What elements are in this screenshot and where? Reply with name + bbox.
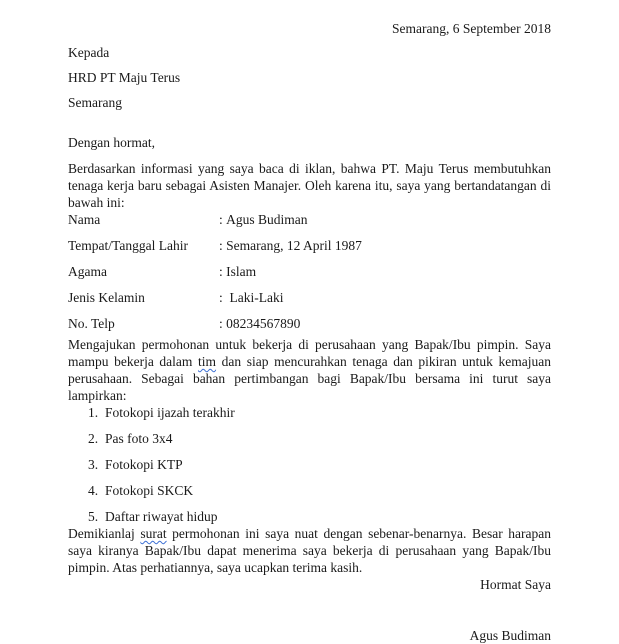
body-paragraph-part1: Mengajukan permohonan untuk bekerja di perusahaan yang Bapak/Ibu pimpin. Saya mampu bekerja dalam [68, 337, 551, 369]
attachment-number: 1. [88, 405, 99, 420]
attachment-text: Fotokopi KTP [105, 457, 183, 472]
closing-paragraph [68, 525, 551, 576]
colon-separator: : [219, 316, 223, 331]
colon-separator: : [219, 264, 223, 279]
attachment-number: 5. [88, 509, 99, 524]
date-line: Semarang, 6 September 2018 [392, 21, 551, 36]
attachment-number: 4. [88, 483, 99, 498]
attachment-number: 3. [88, 457, 99, 472]
personal-data-label: Jenis Kelamin [68, 290, 145, 305]
signature-name: Agus Budiman [469, 628, 551, 643]
personal-data-value: Semarang, 12 April 1987 [222, 238, 362, 253]
personal-data-row [68, 263, 551, 280]
personal-data-value: 08234567890 [222, 316, 301, 331]
personal-data-row [68, 289, 551, 306]
personal-data-row [68, 211, 551, 228]
personal-data-label: Nama [68, 212, 101, 227]
attachment-number: 2. [88, 431, 99, 446]
personal-data-label: Agama [68, 264, 107, 279]
recipient-line-company: HRD PT Maju Terus [68, 70, 181, 85]
attachment-text: Daftar riwayat hidup [105, 509, 218, 524]
personal-data-value: Laki-Laki [222, 290, 284, 305]
attachment-text: Fotokopi ijazah terakhir [105, 405, 235, 420]
body-paragraph [68, 336, 551, 404]
attachment-item [68, 456, 551, 473]
salutation: Dengan hormat, [68, 135, 155, 150]
attachment-item [68, 404, 551, 421]
attachment-text: Fotokopi SKCK [105, 483, 194, 498]
personal-data-label: Tempat/Tanggal Lahir [68, 238, 188, 253]
recipient-line-kepada: Kepada [68, 45, 110, 60]
recipient-line-city: Semarang [68, 95, 122, 110]
opening-paragraph: Berdasarkan informasi yang saya baca di iklan, bahwa PT. Maju Terus membutuhkan tenaga kerja baru sebagai Asisten Manajer. Oleh karena itu, saya yang bertandatangan di bawah ini: [68, 161, 551, 210]
personal-data-label: No. Telp [68, 316, 115, 331]
personal-data-value: Islam [222, 264, 257, 279]
closing-salutation: Hormat Saya [480, 577, 551, 592]
attachment-item [68, 482, 551, 499]
body-paragraph-part2: dan siap mencurahkan tenaga dan pikiran untuk kemajuan perusahaan. Sebagai bahan pertimbangan bagi Bapak/Ibu bersama ini turut saya lampirkan: [68, 354, 551, 403]
attachment-item [68, 508, 551, 525]
grammar-flagged-word: surat [140, 526, 167, 541]
attachment-item [68, 430, 551, 447]
closing-paragraph-part1: Demikianlaj [68, 526, 141, 541]
personal-data-value: Agus Budiman [222, 212, 308, 227]
closing-paragraph-part2: permohonan ini saya nuat dengan sebenar-benarnya. Besar harapan saya kiranya Bapak/Ibu dapat menerima saya bekerja di perusahaan yang Bapak/Ibu pimpin. Atas perhatiannya, saya ucapkan terima kasih. [68, 526, 552, 575]
attachment-text: Pas foto 3x4 [105, 431, 173, 446]
colon-separator: : [219, 212, 223, 227]
colon-separator: : [219, 290, 223, 305]
colon-separator: : [219, 238, 223, 253]
grammar-flagged-word: tim [198, 354, 217, 369]
personal-data-row [68, 237, 551, 254]
personal-data-row [68, 315, 551, 332]
